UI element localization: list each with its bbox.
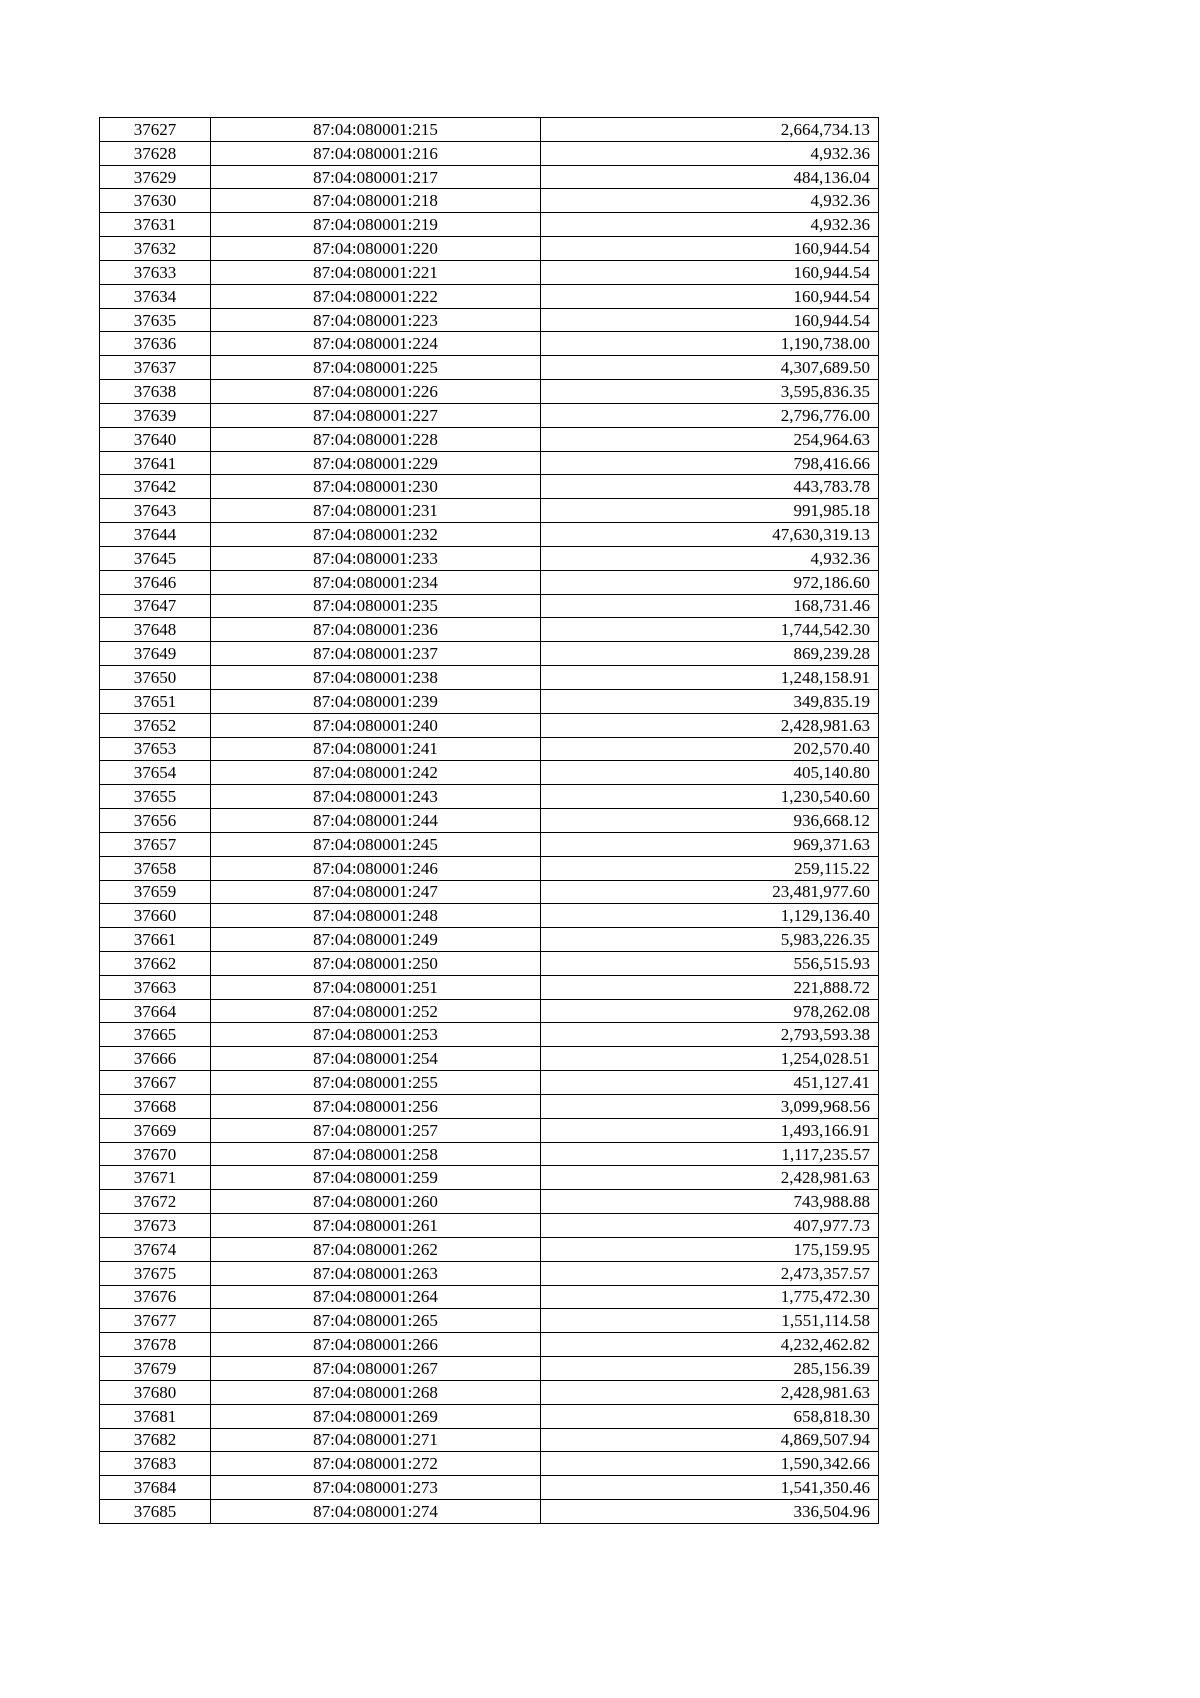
row-number-cell: 37629 [100, 165, 211, 189]
cadastral-value-cell: 1,744,542.30 [541, 618, 879, 642]
cadastral-value-cell: 47,630,319.13 [541, 523, 879, 547]
cadastral-value-cell: 2,428,981.63 [541, 713, 879, 737]
table-row [100, 332, 879, 356]
cadastral-number-cell: 87:04:080001:215 [211, 118, 541, 142]
cadastral-value-cell: 969,371.63 [541, 832, 879, 856]
table-row [100, 1476, 879, 1500]
cadastral-value-cell: 743,988.88 [541, 1190, 879, 1214]
table-row [100, 475, 879, 499]
cadastral-value-cell: 202,570.40 [541, 737, 879, 761]
table-row [100, 1333, 879, 1357]
cadastral-number-cell: 87:04:080001:256 [211, 1094, 541, 1118]
cadastral-value-cell: 407,977.73 [541, 1214, 879, 1238]
row-number-cell: 37678 [100, 1333, 211, 1357]
cadastral-number-cell: 87:04:080001:264 [211, 1285, 541, 1309]
table-row [100, 1094, 879, 1118]
cadastral-number-cell: 87:04:080001:241 [211, 737, 541, 761]
table-row [100, 499, 879, 523]
cadastral-value-cell: 2,796,776.00 [541, 403, 879, 427]
cadastral-number-cell: 87:04:080001:227 [211, 403, 541, 427]
table-row [100, 189, 879, 213]
row-number-cell: 37656 [100, 809, 211, 833]
cadastral-value-cell: 4,932.36 [541, 141, 879, 165]
cadastral-number-cell: 87:04:080001:228 [211, 427, 541, 451]
row-number-cell: 37673 [100, 1214, 211, 1238]
row-number-cell: 37657 [100, 832, 211, 856]
row-number-cell: 37684 [100, 1476, 211, 1500]
row-number-cell: 37671 [100, 1166, 211, 1190]
row-number-cell: 37679 [100, 1357, 211, 1381]
row-number-cell: 37647 [100, 594, 211, 618]
cadastral-number-cell: 87:04:080001:265 [211, 1309, 541, 1333]
cadastral-number-cell: 87:04:080001:220 [211, 237, 541, 261]
row-number-cell: 37676 [100, 1285, 211, 1309]
row-number-cell: 37630 [100, 189, 211, 213]
row-number-cell: 37637 [100, 356, 211, 380]
cadastral-number-cell: 87:04:080001:223 [211, 308, 541, 332]
cadastral-number-cell: 87:04:080001:219 [211, 213, 541, 237]
table-row [100, 594, 879, 618]
row-number-cell: 37669 [100, 1118, 211, 1142]
table-row [100, 523, 879, 547]
cadastral-number-cell: 87:04:080001:262 [211, 1237, 541, 1261]
cadastral-number-cell: 87:04:080001:251 [211, 975, 541, 999]
table-row [100, 1357, 879, 1381]
table-row [100, 237, 879, 261]
cadastral-value-cell: 1,541,350.46 [541, 1476, 879, 1500]
cadastral-value-cell: 1,190,738.00 [541, 332, 879, 356]
cadastral-value-cell: 160,944.54 [541, 237, 879, 261]
table-row [100, 451, 879, 475]
table-row [100, 356, 879, 380]
table-row [100, 260, 879, 284]
cadastral-number-cell: 87:04:080001:252 [211, 999, 541, 1023]
cadastral-number-cell: 87:04:080001:218 [211, 189, 541, 213]
table-row [100, 1142, 879, 1166]
row-number-cell: 37675 [100, 1261, 211, 1285]
cadastral-value-cell: 160,944.54 [541, 260, 879, 284]
table-row [100, 666, 879, 690]
row-number-cell: 37677 [100, 1309, 211, 1333]
cadastral-number-cell: 87:04:080001:246 [211, 856, 541, 880]
row-number-cell: 37672 [100, 1190, 211, 1214]
row-number-cell: 37642 [100, 475, 211, 499]
cadastral-number-cell: 87:04:080001:274 [211, 1500, 541, 1524]
row-number-cell: 37649 [100, 642, 211, 666]
table-row [100, 1166, 879, 1190]
cadastral-value-cell: 978,262.08 [541, 999, 879, 1023]
cadastral-value-cell: 798,416.66 [541, 451, 879, 475]
cadastral-value-cell: 2,428,981.63 [541, 1166, 879, 1190]
cadastral-number-cell: 87:04:080001:257 [211, 1118, 541, 1142]
cadastral-number-cell: 87:04:080001:247 [211, 880, 541, 904]
table-row [100, 856, 879, 880]
row-number-cell: 37643 [100, 499, 211, 523]
row-number-cell: 37648 [100, 618, 211, 642]
cadastral-value-cell: 175,159.95 [541, 1237, 879, 1261]
cadastral-number-cell: 87:04:080001:263 [211, 1261, 541, 1285]
cadastral-number-cell: 87:04:080001:272 [211, 1452, 541, 1476]
cadastral-number-cell: 87:04:080001:253 [211, 1023, 541, 1047]
cadastral-number-cell: 87:04:080001:230 [211, 475, 541, 499]
cadastral-number-cell: 87:04:080001:216 [211, 141, 541, 165]
cadastral-value-cell: 2,473,357.57 [541, 1261, 879, 1285]
table-row [100, 570, 879, 594]
row-number-cell: 37634 [100, 284, 211, 308]
cadastral-value-cell: 443,783.78 [541, 475, 879, 499]
cadastral-number-cell: 87:04:080001:266 [211, 1333, 541, 1357]
cadastral-number-cell: 87:04:080001:271 [211, 1428, 541, 1452]
cadastral-value-cell: 336,504.96 [541, 1500, 879, 1524]
table-row [100, 380, 879, 404]
cadastral-value-table [99, 117, 879, 1524]
cadastral-value-cell: 4,932.36 [541, 546, 879, 570]
cadastral-value-cell: 936,668.12 [541, 809, 879, 833]
table-row [100, 689, 879, 713]
table-row [100, 308, 879, 332]
cadastral-number-cell: 87:04:080001:249 [211, 928, 541, 952]
row-number-cell: 37670 [100, 1142, 211, 1166]
table-row [100, 1214, 879, 1238]
cadastral-number-cell: 87:04:080001:236 [211, 618, 541, 642]
row-number-cell: 37664 [100, 999, 211, 1023]
cadastral-number-cell: 87:04:080001:232 [211, 523, 541, 547]
table-row [100, 1380, 879, 1404]
cadastral-number-cell: 87:04:080001:234 [211, 570, 541, 594]
table-row [100, 642, 879, 666]
row-number-cell: 37665 [100, 1023, 211, 1047]
row-number-cell: 37682 [100, 1428, 211, 1452]
cadastral-value-cell: 5,983,226.35 [541, 928, 879, 952]
cadastral-value-cell: 4,307,689.50 [541, 356, 879, 380]
cadastral-value-cell: 1,590,342.66 [541, 1452, 879, 1476]
row-number-cell: 37674 [100, 1237, 211, 1261]
cadastral-value-cell: 972,186.60 [541, 570, 879, 594]
table-row [100, 1452, 879, 1476]
cadastral-value-cell: 4,932.36 [541, 213, 879, 237]
cadastral-value-cell: 991,985.18 [541, 499, 879, 523]
cadastral-value-cell: 3,595,836.35 [541, 380, 879, 404]
table-row [100, 1309, 879, 1333]
table-row [100, 213, 879, 237]
table-row [100, 546, 879, 570]
table-row [100, 1023, 879, 1047]
row-number-cell: 37628 [100, 141, 211, 165]
cadastral-number-cell: 87:04:080001:242 [211, 761, 541, 785]
row-number-cell: 37645 [100, 546, 211, 570]
cadastral-number-cell: 87:04:080001:267 [211, 1357, 541, 1381]
cadastral-number-cell: 87:04:080001:239 [211, 689, 541, 713]
row-number-cell: 37640 [100, 427, 211, 451]
cadastral-value-cell: 2,428,981.63 [541, 1380, 879, 1404]
cadastral-value-cell: 254,964.63 [541, 427, 879, 451]
cadastral-value-cell: 1,248,158.91 [541, 666, 879, 690]
cadastral-number-cell: 87:04:080001:268 [211, 1380, 541, 1404]
row-number-cell: 37641 [100, 451, 211, 475]
cadastral-number-cell: 87:04:080001:258 [211, 1142, 541, 1166]
table-row [100, 1118, 879, 1142]
row-number-cell: 37663 [100, 975, 211, 999]
table-row [100, 975, 879, 999]
cadastral-number-cell: 87:04:080001:243 [211, 785, 541, 809]
cadastral-number-cell: 87:04:080001:224 [211, 332, 541, 356]
table-row [100, 427, 879, 451]
table-body [100, 118, 879, 1524]
cadastral-value-cell: 160,944.54 [541, 284, 879, 308]
table-row [100, 1071, 879, 1095]
row-number-cell: 37644 [100, 523, 211, 547]
cadastral-number-cell: 87:04:080001:259 [211, 1166, 541, 1190]
table-row [100, 1285, 879, 1309]
cadastral-number-cell: 87:04:080001:225 [211, 356, 541, 380]
table-row [100, 928, 879, 952]
table-row [100, 618, 879, 642]
row-number-cell: 37653 [100, 737, 211, 761]
table-row [100, 141, 879, 165]
row-number-cell: 37654 [100, 761, 211, 785]
table-row [100, 809, 879, 833]
table-row [100, 785, 879, 809]
row-number-cell: 37635 [100, 308, 211, 332]
row-number-cell: 37683 [100, 1452, 211, 1476]
cadastral-value-cell: 259,115.22 [541, 856, 879, 880]
row-number-cell: 37631 [100, 213, 211, 237]
table-row [100, 1500, 879, 1524]
cadastral-number-cell: 87:04:080001:235 [211, 594, 541, 618]
cadastral-number-cell: 87:04:080001:226 [211, 380, 541, 404]
cadastral-value-cell: 4,932.36 [541, 189, 879, 213]
table-row [100, 1190, 879, 1214]
row-number-cell: 37655 [100, 785, 211, 809]
table-row [100, 832, 879, 856]
cadastral-value-cell: 1,230,540.60 [541, 785, 879, 809]
cadastral-value-cell: 1,775,472.30 [541, 1285, 879, 1309]
cadastral-value-cell: 285,156.39 [541, 1357, 879, 1381]
cadastral-value-cell: 484,136.04 [541, 165, 879, 189]
cadastral-value-cell: 349,835.19 [541, 689, 879, 713]
table-row [100, 951, 879, 975]
row-number-cell: 37633 [100, 260, 211, 284]
table-row [100, 904, 879, 928]
cadastral-number-cell: 87:04:080001:229 [211, 451, 541, 475]
cadastral-number-cell: 87:04:080001:254 [211, 1047, 541, 1071]
cadastral-number-cell: 87:04:080001:245 [211, 832, 541, 856]
row-number-cell: 37667 [100, 1071, 211, 1095]
cadastral-value-cell: 1,129,136.40 [541, 904, 879, 928]
row-number-cell: 37651 [100, 689, 211, 713]
cadastral-value-cell: 1,551,114.58 [541, 1309, 879, 1333]
cadastral-value-cell: 3,099,968.56 [541, 1094, 879, 1118]
table-row [100, 1261, 879, 1285]
cadastral-value-cell: 2,664,734.13 [541, 118, 879, 142]
cadastral-number-cell: 87:04:080001:255 [211, 1071, 541, 1095]
cadastral-number-cell: 87:04:080001:238 [211, 666, 541, 690]
cadastral-number-cell: 87:04:080001:221 [211, 260, 541, 284]
cadastral-number-cell: 87:04:080001:217 [211, 165, 541, 189]
table-row [100, 761, 879, 785]
cadastral-number-cell: 87:04:080001:244 [211, 809, 541, 833]
table-row [100, 713, 879, 737]
row-number-cell: 37627 [100, 118, 211, 142]
row-number-cell: 37668 [100, 1094, 211, 1118]
table-row [100, 284, 879, 308]
table-row [100, 1047, 879, 1071]
cadastral-number-cell: 87:04:080001:269 [211, 1404, 541, 1428]
row-number-cell: 37661 [100, 928, 211, 952]
cadastral-value-cell: 221,888.72 [541, 975, 879, 999]
row-number-cell: 37658 [100, 856, 211, 880]
table-row [100, 999, 879, 1023]
cadastral-number-cell: 87:04:080001:233 [211, 546, 541, 570]
cadastral-value-cell: 1,117,235.57 [541, 1142, 879, 1166]
table-row [100, 403, 879, 427]
table-row [100, 1428, 879, 1452]
row-number-cell: 37646 [100, 570, 211, 594]
cadastral-value-cell: 23,481,977.60 [541, 880, 879, 904]
cadastral-value-cell: 1,493,166.91 [541, 1118, 879, 1142]
row-number-cell: 37639 [100, 403, 211, 427]
cadastral-number-cell: 87:04:080001:261 [211, 1214, 541, 1238]
cadastral-value-cell: 1,254,028.51 [541, 1047, 879, 1071]
cadastral-value-cell: 451,127.41 [541, 1071, 879, 1095]
cadastral-number-cell: 87:04:080001:248 [211, 904, 541, 928]
cadastral-value-cell: 168,731.46 [541, 594, 879, 618]
row-number-cell: 37681 [100, 1404, 211, 1428]
cadastral-number-cell: 87:04:080001:260 [211, 1190, 541, 1214]
cadastral-value-cell: 4,232,462.82 [541, 1333, 879, 1357]
cadastral-value-cell: 405,140.80 [541, 761, 879, 785]
row-number-cell: 37632 [100, 237, 211, 261]
cadastral-number-cell: 87:04:080001:222 [211, 284, 541, 308]
row-number-cell: 37652 [100, 713, 211, 737]
row-number-cell: 37636 [100, 332, 211, 356]
table-row [100, 880, 879, 904]
row-number-cell: 37660 [100, 904, 211, 928]
cadastral-value-cell: 4,869,507.94 [541, 1428, 879, 1452]
row-number-cell: 37650 [100, 666, 211, 690]
cadastral-number-cell: 87:04:080001:250 [211, 951, 541, 975]
cadastral-value-cell: 160,944.54 [541, 308, 879, 332]
cadastral-value-cell: 556,515.93 [541, 951, 879, 975]
cadastral-value-cell: 658,818.30 [541, 1404, 879, 1428]
table-row [100, 118, 879, 142]
table-row [100, 1404, 879, 1428]
row-number-cell: 37685 [100, 1500, 211, 1524]
table-row [100, 1237, 879, 1261]
cadastral-number-cell: 87:04:080001:273 [211, 1476, 541, 1500]
cadastral-number-cell: 87:04:080001:237 [211, 642, 541, 666]
table-row [100, 737, 879, 761]
row-number-cell: 37662 [100, 951, 211, 975]
cadastral-number-cell: 87:04:080001:240 [211, 713, 541, 737]
row-number-cell: 37638 [100, 380, 211, 404]
table-row [100, 165, 879, 189]
cadastral-value-cell: 2,793,593.38 [541, 1023, 879, 1047]
row-number-cell: 37680 [100, 1380, 211, 1404]
cadastral-number-cell: 87:04:080001:231 [211, 499, 541, 523]
row-number-cell: 37666 [100, 1047, 211, 1071]
row-number-cell: 37659 [100, 880, 211, 904]
cadastral-value-cell: 869,239.28 [541, 642, 879, 666]
